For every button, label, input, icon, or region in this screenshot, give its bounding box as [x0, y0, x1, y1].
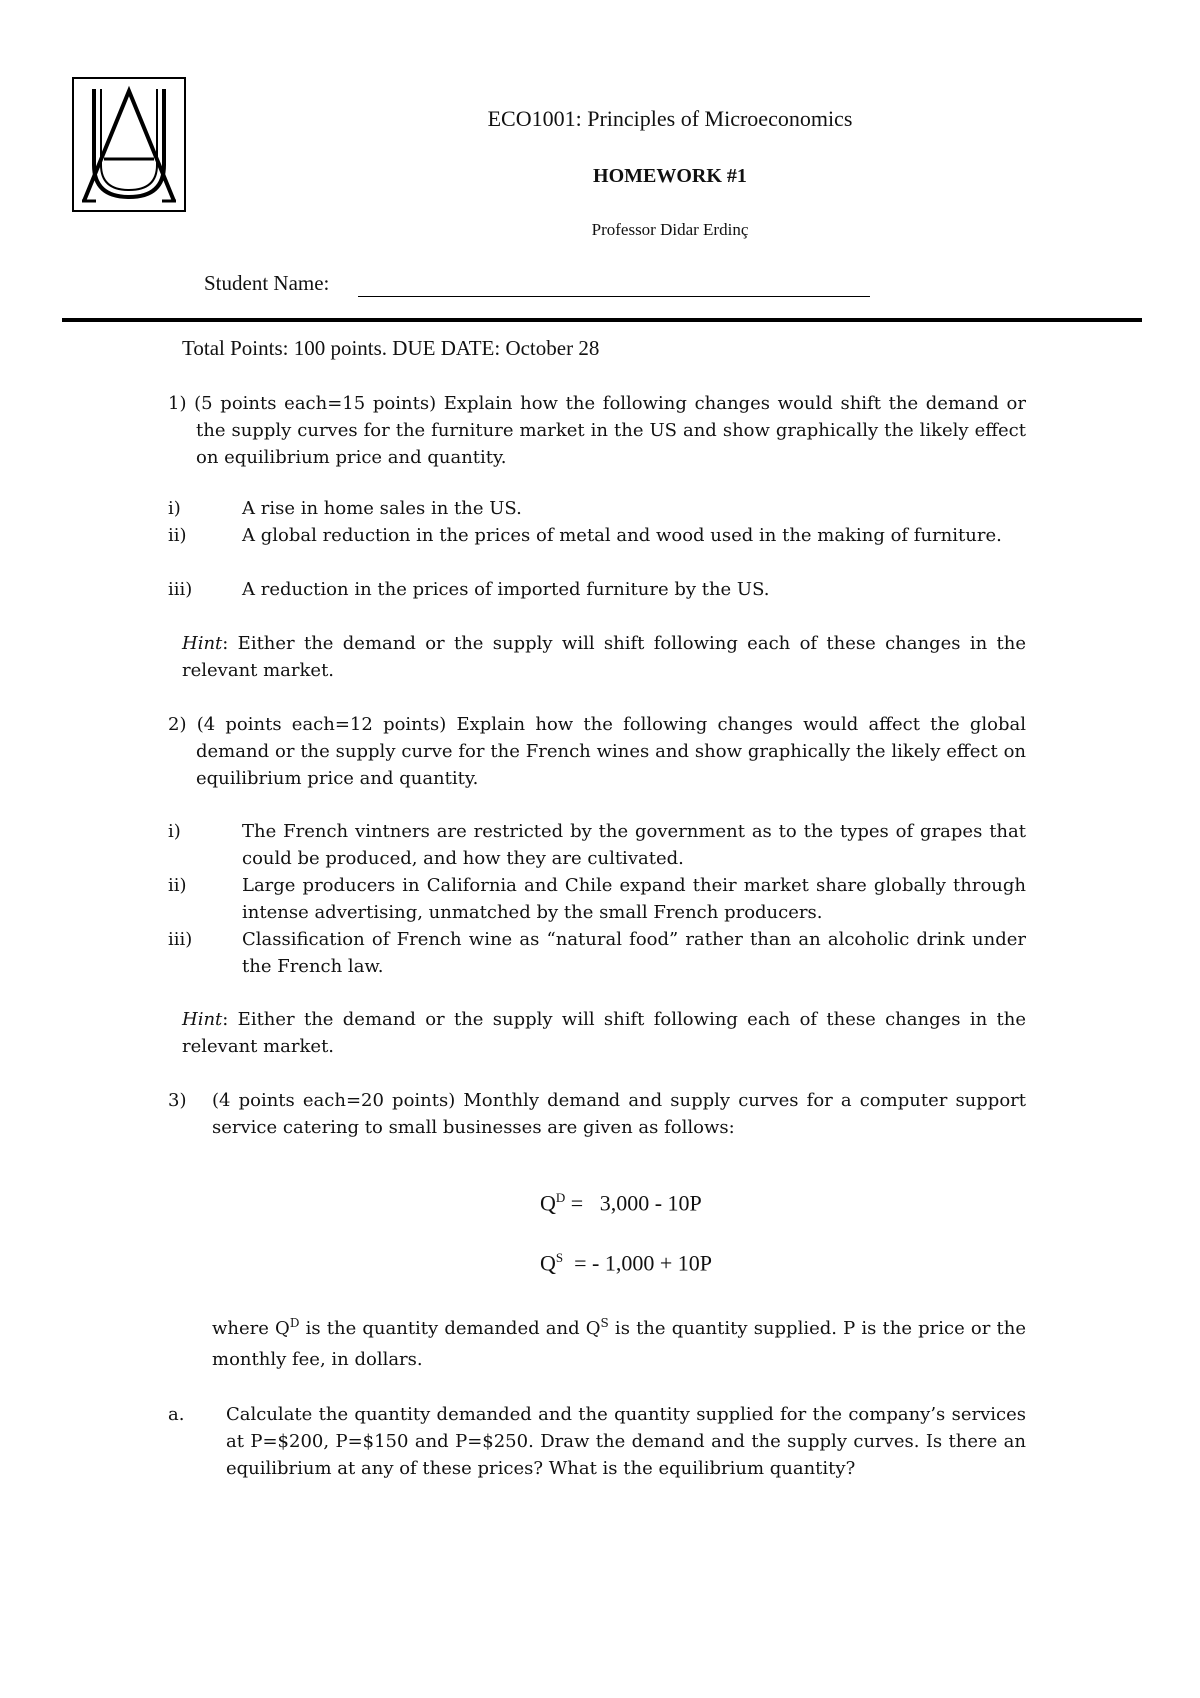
where-text-1: where Q [212, 1318, 290, 1339]
part-a-text: Calculate the quantity demanded and the quantity supplied for the company’s services at P=$200, P=$150 and P=$250. Draw the demand and the supply curves. Is there an equilibrium at any of these prices? What is the equilibrium quantity? [226, 1404, 1026, 1479]
demand-eq-superscript: D [555, 1190, 566, 1205]
question-1: 1) (5 points each=15 points) Explain how the following changes would shift the demand or the supply curves for the furniture market in the US and show graphically the likely effect on equilibrium price and quantity. [168, 393, 1026, 468]
header-rule [62, 318, 1142, 322]
q2-hint [182, 1006, 1026, 1060]
part-a-label: a. [168, 1404, 185, 1425]
question-3: (4 points each=20 points) Monthly demand and supply curves for a computer support service catering to small businesses are given as follows: [212, 1090, 1026, 1138]
homework-title: HOMEWORK #1 [593, 165, 747, 187]
demand-eq-rhs: = 3,000 - 10P [565, 1190, 702, 1216]
where-sup-d: D [289, 1316, 300, 1330]
q1-hint-label: Hint [182, 633, 223, 654]
q2-item-2-number: ii) [168, 875, 187, 896]
question-2: 2) (4 points each=12 points) Explain how the following changes would affect the global demand or the supply curve for the French wines and show graphically the likely effect on equilibrium price and quantity. [168, 714, 1026, 789]
university-logo [72, 77, 186, 212]
q2-item-1-number: i) [168, 821, 181, 842]
q1-item-3-number: iii) [168, 579, 193, 600]
q1-item-1: A rise in home sales in the US. [242, 498, 522, 519]
logo-monogram-icon [74, 79, 184, 210]
student-name-label: Student Name: [204, 271, 330, 295]
q2-item-3: Classification of French wine as “natural food” rather than an alcoholic drink under the French law. [242, 929, 1026, 977]
supply-equation [540, 1250, 712, 1276]
demand-eq-q: Q [540, 1190, 556, 1216]
q1-item-3: A reduction in the prices of imported furniture by the US. [242, 579, 770, 600]
q2-item-2: Large producers in California and Chile expand their market share globally through intense advertising, unmatched by the small French producers. [242, 875, 1026, 923]
total-points: Total Points: 100 points. DUE DATE: October 28 [182, 336, 600, 360]
q2-hint-label: Hint [182, 1009, 223, 1030]
q2-hint-text: : Either the demand or the supply will shift following each of these changes in the relevant market. [182, 1009, 1026, 1057]
q2-item-3-number: iii) [168, 929, 193, 950]
q1-item-1-number: i) [168, 498, 181, 519]
where-sup-s: S [600, 1316, 609, 1330]
where-text-2: is the quantity demanded and Q [299, 1318, 601, 1339]
student-name-blank [358, 296, 870, 297]
supply-eq-superscript: S [555, 1250, 564, 1265]
q1-hint [182, 630, 1026, 684]
course-title: ECO1001: Principles of Microeconomics [487, 106, 853, 131]
supply-eq-q: Q [540, 1250, 556, 1276]
supply-eq-rhs: = - 1,000 + 10P [563, 1250, 713, 1276]
q2-item-1: The French vintners are restricted by the government as to the types of grapes that could be produced, and how they are cultivated. [242, 821, 1026, 869]
demand-equation [540, 1190, 702, 1216]
where-text-3: is the quantity supplied. P is the price or the monthly fee, in dollars. [212, 1318, 1027, 1370]
professor-name: Professor Didar Erdinç [591, 220, 749, 239]
q1-item-2-number: ii) [168, 525, 187, 546]
q1-item-2: A global reduction in the prices of metal and wood used in the making of furniture. [242, 525, 1002, 546]
question-3-number: 3) [168, 1090, 187, 1111]
q1-hint-text: : Either the demand or the supply will shift following each of these changes in the relevant market. [182, 633, 1026, 681]
equation-explanation [212, 1308, 1026, 1375]
